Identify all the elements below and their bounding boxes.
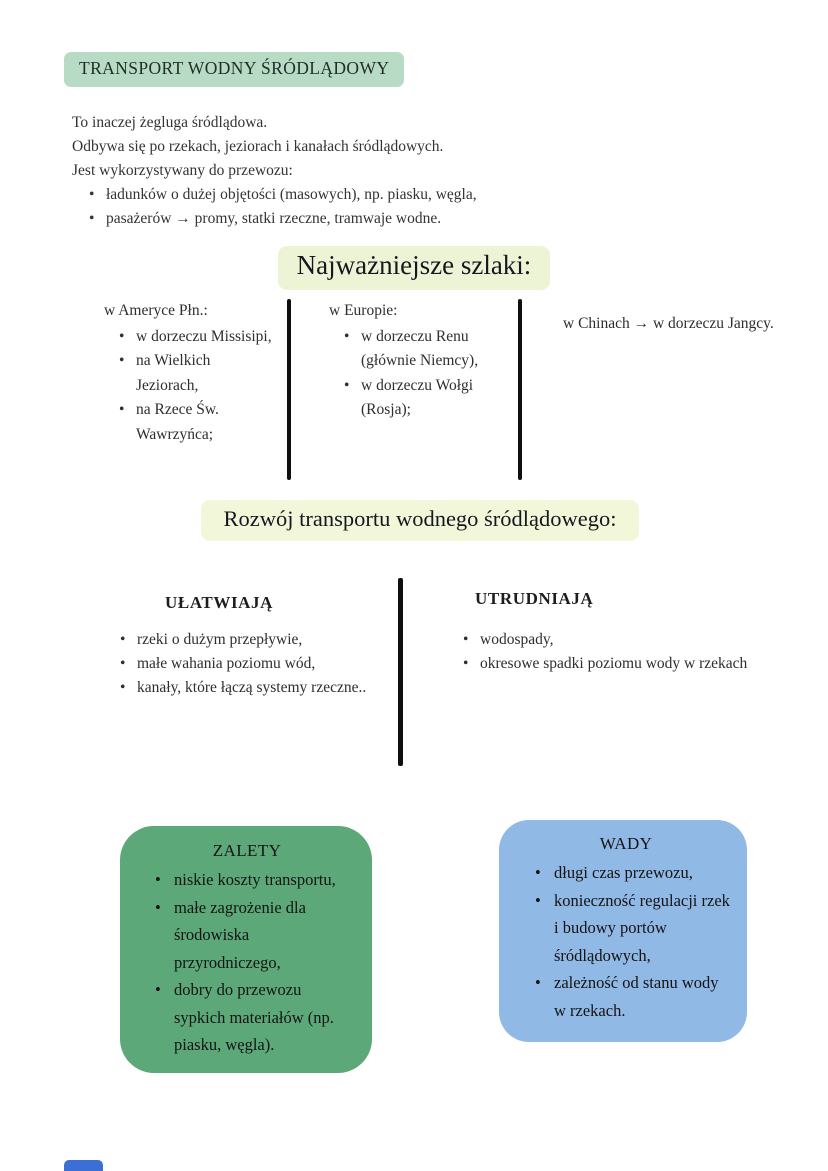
page-title [64,52,404,87]
list-item: • dobry do przewozu sypkich materiałów (np. piasku, węgla). [153,976,353,1059]
disadvantages-title: WADY [599,834,653,853]
development-heading-text: Rozwój transportu wodnego śródlądowego: [201,500,638,541]
list-item: • pasażerów → promy, statki rzeczne, tramwaje wodne. [89,207,477,231]
list-item: • w dorzeczu Missisipi, [119,325,272,350]
advantages-title: ZALETY [212,841,282,860]
routes-columns [0,299,828,491]
advantages-bullet-list [153,866,353,1059]
list-item: • ładunków o dużej objętości (masowych), np. piasku, węgla, [89,183,477,207]
routes-heading [0,246,828,290]
advantages-card [120,826,372,1073]
facilitate-column [120,578,388,700]
development-columns [0,578,828,770]
list-item: • okresowe spadki poziomu wody w rzekach [463,652,811,676]
intro-line: To inaczej żegluga śródlądowa. [72,114,268,131]
hinder-column [463,578,811,676]
vertical-divider [518,299,522,480]
route-column-title: w Europie: [329,302,398,319]
route-column-north-america [104,299,272,447]
list-item: • wodospady, [463,628,811,652]
next-section-highlight-partial [64,1160,103,1171]
intro-section [72,111,477,231]
list-item: • niskie koszty transportu, [153,866,353,894]
list-item: • małe zagrożenie dla środowiska przyrodniczego, [153,894,353,977]
facilitate-bullet-list [120,628,388,700]
list-item: • konieczność regulacji rzek i budowy portów śródlądowych, [533,887,731,970]
route-bullet-list [344,325,501,423]
list-item: • rzeki o dużym przepływie, [120,628,388,652]
intro-line: Jest wykorzystywany do przewozu: [72,162,293,179]
route-column-title: w Ameryce Płn.: [104,302,208,319]
route-column-china [563,312,815,338]
list-item: • w dorzeczu Wołgi (Rosja); [344,374,501,423]
list-item: • kanały, które łączą systemy rzeczne.. [120,676,388,700]
page-title-text: TRANSPORT WODNY ŚRÓDLĄDOWY [79,58,390,78]
list-item: • długi czas przewozu, [533,859,731,887]
list-item: • małe wahania poziomu wód, [120,652,388,676]
disadvantages-bullet-list [533,859,731,1024]
routes-heading-text: Najważniejsze szlaki: [278,246,551,290]
route-column-title: w Chinach → w dorzeczu Jangcy. [563,315,774,332]
vertical-divider [398,578,403,766]
hinder-title: UTRUDNIAJĄ [475,589,594,608]
route-bullet-list [119,325,272,448]
route-column-europe [329,299,501,423]
development-heading [0,500,828,541]
intro-line: Odbywa się po rzekach, jeziorach i kanałach śródlądowych. [72,138,444,155]
list-item: • zależność od stanu wody w rzekach. [533,969,731,1024]
facilitate-title: UŁATWIAJĄ [165,593,274,612]
disadvantages-card [499,820,747,1042]
hinder-bullet-list [463,628,811,676]
list-item: • na Rzece Św. Wawrzyńca; [119,398,272,447]
list-item: • na Wielkich Jeziorach, [119,349,272,398]
list-item: • w dorzeczu Renu (głównie Niemcy), [344,325,501,374]
vertical-divider [287,299,291,480]
intro-bullet-list [89,183,477,231]
